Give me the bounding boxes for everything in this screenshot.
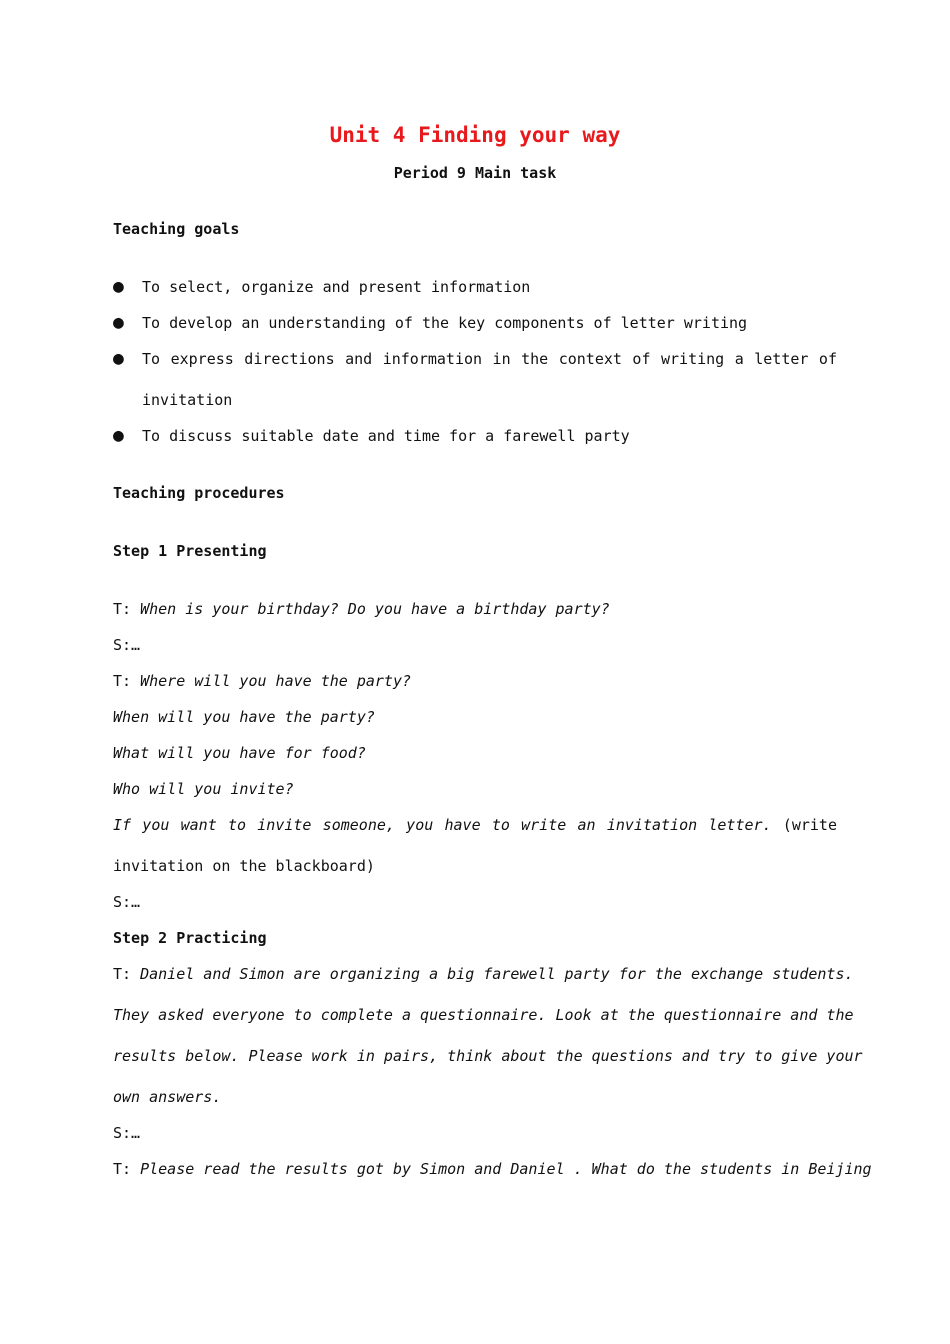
teacher-statement-note: (write <box>771 816 837 834</box>
teacher-paragraph-line: results below. Please work in pairs, think about the questions and try to give your <box>113 1047 863 1065</box>
teacher-question: When will you have the party? <box>113 708 375 726</box>
goal-item: To express directions and information in the context of writing a letter of <box>142 350 837 368</box>
bullet-icon <box>113 351 129 367</box>
goal-item: To select, organize and present information <box>142 278 531 296</box>
teacher-paragraph-line: own answers. <box>113 1088 222 1106</box>
bullet-icon <box>113 428 129 444</box>
step2-heading: Step 2 Practicing <box>113 929 267 947</box>
teacher-question: Please read the results got by Simon and Daniel . What do the students in Beijing <box>140 1160 872 1178</box>
bullet-icon <box>113 279 129 295</box>
teacher-paragraph-line: Daniel and Simon are organizing a big farewell party for the exchange students. <box>140 965 854 983</box>
student-line: S:… <box>113 636 141 654</box>
teacher-line <box>113 599 837 619</box>
student-line: S:… <box>113 893 141 911</box>
step1-heading: Step 1 Presenting <box>113 542 267 560</box>
teacher-paragraph-line: They asked everyone to complete a questionnaire. Look at the questionnaire and the <box>113 1006 854 1024</box>
teacher-statement-continuation: invitation on the blackboard) <box>113 857 375 875</box>
goal-item-continuation: invitation <box>142 391 233 409</box>
speaker-label: T: <box>113 672 141 690</box>
document-subtitle: Period 9 Main task <box>393 164 557 182</box>
teacher-question: When is your birthday? Do you have a birthday party? <box>140 600 610 618</box>
teacher-statement-italic: If you want to invite someone, you have to write an invitation letter. <box>113 816 772 834</box>
bullet-icon <box>113 315 129 331</box>
teacher-line <box>113 964 854 984</box>
goal-item: To discuss suitable date and time for a farewell party <box>142 427 630 445</box>
section-heading-goals: Teaching goals <box>113 220 240 238</box>
teacher-line <box>113 1159 872 1179</box>
document-title: Unit 4 Finding your way <box>329 123 621 147</box>
teacher-statement <box>113 815 837 835</box>
speaker-label: T: <box>113 600 141 618</box>
teacher-question: Who will you invite? <box>113 780 294 798</box>
speaker-label: T: <box>113 1160 141 1178</box>
teacher-line <box>113 671 837 691</box>
goal-item: To develop an understanding of the key components of letter writing <box>142 314 748 332</box>
section-heading-procedures: Teaching procedures <box>113 484 285 502</box>
teacher-question: What will you have for food? <box>113 744 366 762</box>
student-line: S:… <box>113 1124 141 1142</box>
speaker-label: T: <box>113 965 141 983</box>
teacher-question: Where will you have the party? <box>140 672 412 690</box>
